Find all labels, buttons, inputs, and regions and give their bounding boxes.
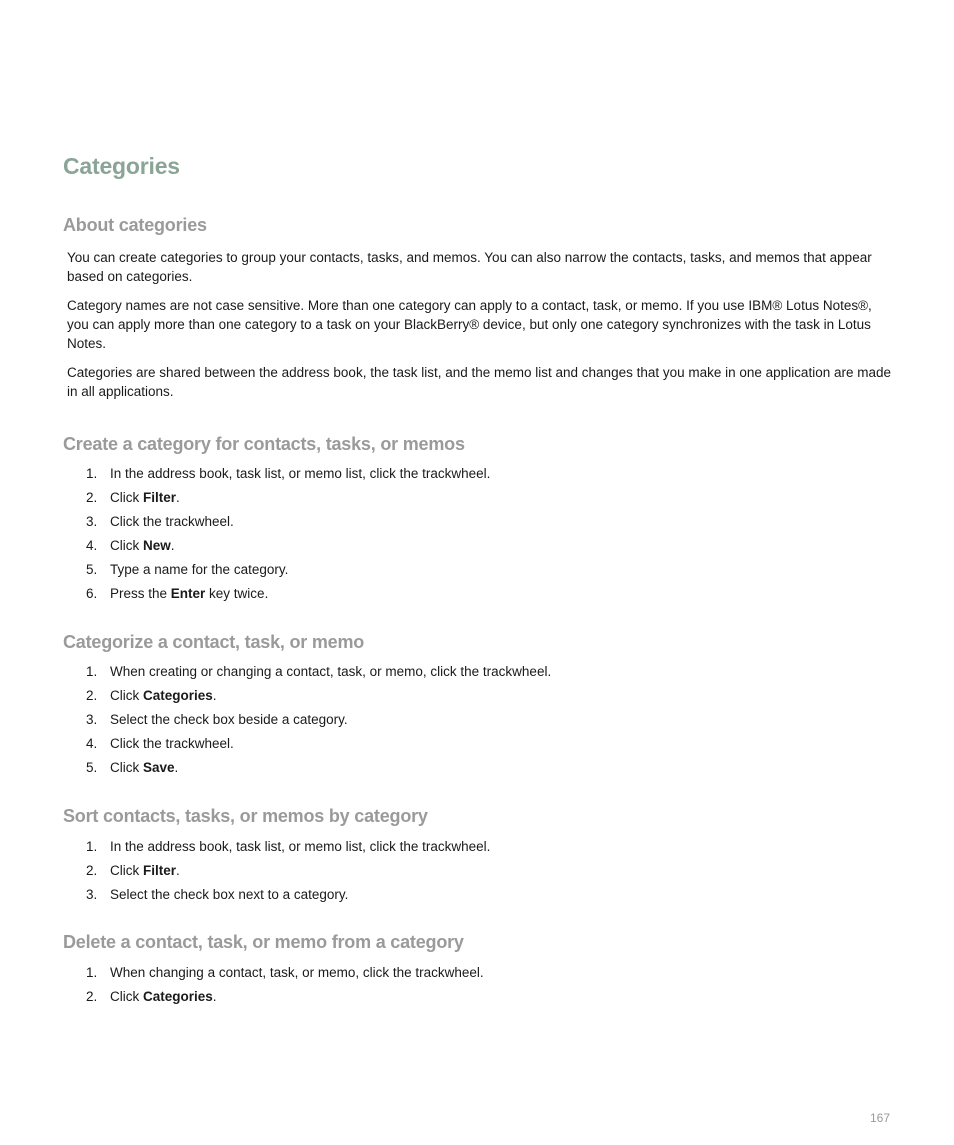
step-text	[110, 835, 490, 859]
step-text-suffix: .	[212, 688, 217, 703]
step-number: 6.	[86, 586, 98, 601]
step-number: 1.	[86, 965, 98, 980]
step-text-plain: Select the check box beside a category.	[110, 712, 348, 727]
step-text	[110, 985, 217, 1009]
step-text-plain: Select the check box next to a category.	[110, 887, 349, 902]
step-text-bold: Categories	[143, 688, 213, 703]
about-paragraphs	[67, 248, 897, 401]
step-text-bold: New	[143, 538, 171, 553]
step-number: 5.	[86, 760, 98, 775]
list-item	[86, 732, 551, 756]
page-number: 167	[869, 1111, 890, 1125]
step-number: 1.	[86, 466, 98, 481]
list-item	[86, 756, 551, 780]
step-text-plain: When creating or changing a contact, task, or memo, click the trackwheel.	[110, 664, 552, 679]
step-text-plain: Click	[110, 688, 143, 703]
page-title: Categories	[63, 153, 180, 179]
step-text	[110, 732, 234, 756]
step-text-suffix: .	[170, 538, 175, 553]
step-text	[110, 582, 268, 606]
step-text-plain: Click	[110, 538, 143, 553]
step-text	[110, 684, 217, 708]
step-number: 5.	[86, 562, 98, 577]
list-item	[86, 486, 490, 510]
list-item	[86, 534, 490, 558]
step-text-plain: Press the	[110, 586, 171, 601]
step-text	[110, 510, 234, 534]
list-item	[86, 684, 551, 708]
step-text	[110, 486, 180, 510]
step-text-plain: Click	[110, 863, 143, 878]
delete-steps-list	[86, 961, 484, 1009]
categorize-steps-list	[86, 660, 551, 780]
step-text-suffix: key twice.	[205, 586, 269, 601]
step-text	[110, 462, 490, 486]
step-text-plain: When changing a contact, task, or memo, click the trackwheel.	[110, 965, 484, 980]
list-item	[86, 985, 484, 1009]
list-item	[86, 835, 490, 859]
section-heading-sort: Sort contacts, tasks, or memos by category	[63, 806, 428, 826]
step-number: 3.	[86, 887, 98, 902]
step-text	[110, 883, 348, 907]
step-text-bold: Save	[143, 760, 175, 775]
step-text-suffix: .	[176, 863, 180, 878]
about-paragraph: You can create categories to group your contacts, tasks, and memos. You can also narrow the contacts, tasks, and memos that appear based on categories.	[67, 250, 872, 284]
step-text-bold: Filter	[143, 490, 177, 505]
step-text	[110, 558, 288, 582]
section-heading-about: About categories	[63, 215, 207, 235]
step-text-plain: Click	[110, 490, 143, 505]
step-number: 3.	[86, 514, 98, 529]
step-text-suffix: .	[174, 760, 179, 775]
list-item	[86, 510, 490, 534]
about-paragraph: Category names are not case sensitive. More than one category can apply to a contact, task, or memo. If you use IBM® Lotus Notes®, you can apply more than one category to a task on your BlackBerry® device, but only one category synchronizes with the task in Lotus Notes.	[67, 298, 872, 351]
list-item	[86, 961, 484, 985]
step-text-plain: In the address book, task list, or memo list, click the trackwheel.	[110, 466, 491, 481]
step-text-plain: Click the trackwheel.	[110, 736, 234, 751]
list-item	[86, 883, 490, 907]
step-number: 4.	[86, 538, 98, 553]
step-number: 2.	[86, 490, 98, 505]
sort-steps-list	[86, 835, 490, 907]
section-heading-create: Create a category for contacts, tasks, or memos	[63, 434, 465, 454]
list-item	[86, 582, 490, 606]
list-item	[86, 660, 551, 684]
list-item	[86, 859, 490, 883]
step-text-bold: Filter	[143, 863, 177, 878]
step-text-suffix: .	[212, 989, 217, 1004]
step-text-plain: In the address book, task list, or memo list, click the trackwheel.	[110, 839, 491, 854]
step-number: 1.	[86, 839, 98, 854]
step-text	[110, 660, 551, 684]
step-text-bold: Enter	[170, 586, 206, 601]
step-text-plain: Click the trackwheel.	[110, 514, 234, 529]
about-paragraph: Categories are shared between the address book, the task list, and the memo list and changes that you make in one application are made in all applications.	[67, 365, 891, 399]
list-item	[86, 462, 490, 486]
step-text-plain: Type a name for the category.	[110, 562, 289, 577]
step-text	[110, 756, 178, 780]
section-heading-delete: Delete a contact, task, or memo from a category	[63, 932, 464, 952]
list-item	[86, 558, 490, 582]
step-number: 2.	[86, 688, 98, 703]
step-number: 1.	[86, 664, 98, 679]
step-number: 2.	[86, 863, 98, 878]
step-text	[110, 961, 484, 985]
step-number: 2.	[86, 989, 98, 1004]
step-text	[110, 708, 348, 732]
step-text-suffix: .	[176, 490, 180, 505]
step-text	[110, 859, 180, 883]
list-item	[86, 708, 551, 732]
step-text-plain: Click	[110, 760, 143, 775]
step-number: 4.	[86, 736, 98, 751]
step-number: 3.	[86, 712, 98, 727]
step-text	[110, 534, 175, 558]
section-heading-categorize: Categorize a contact, task, or memo	[63, 632, 365, 652]
step-text-bold: Categories	[143, 989, 213, 1004]
step-text-plain: Click	[110, 989, 143, 1004]
create-steps-list	[86, 462, 490, 606]
